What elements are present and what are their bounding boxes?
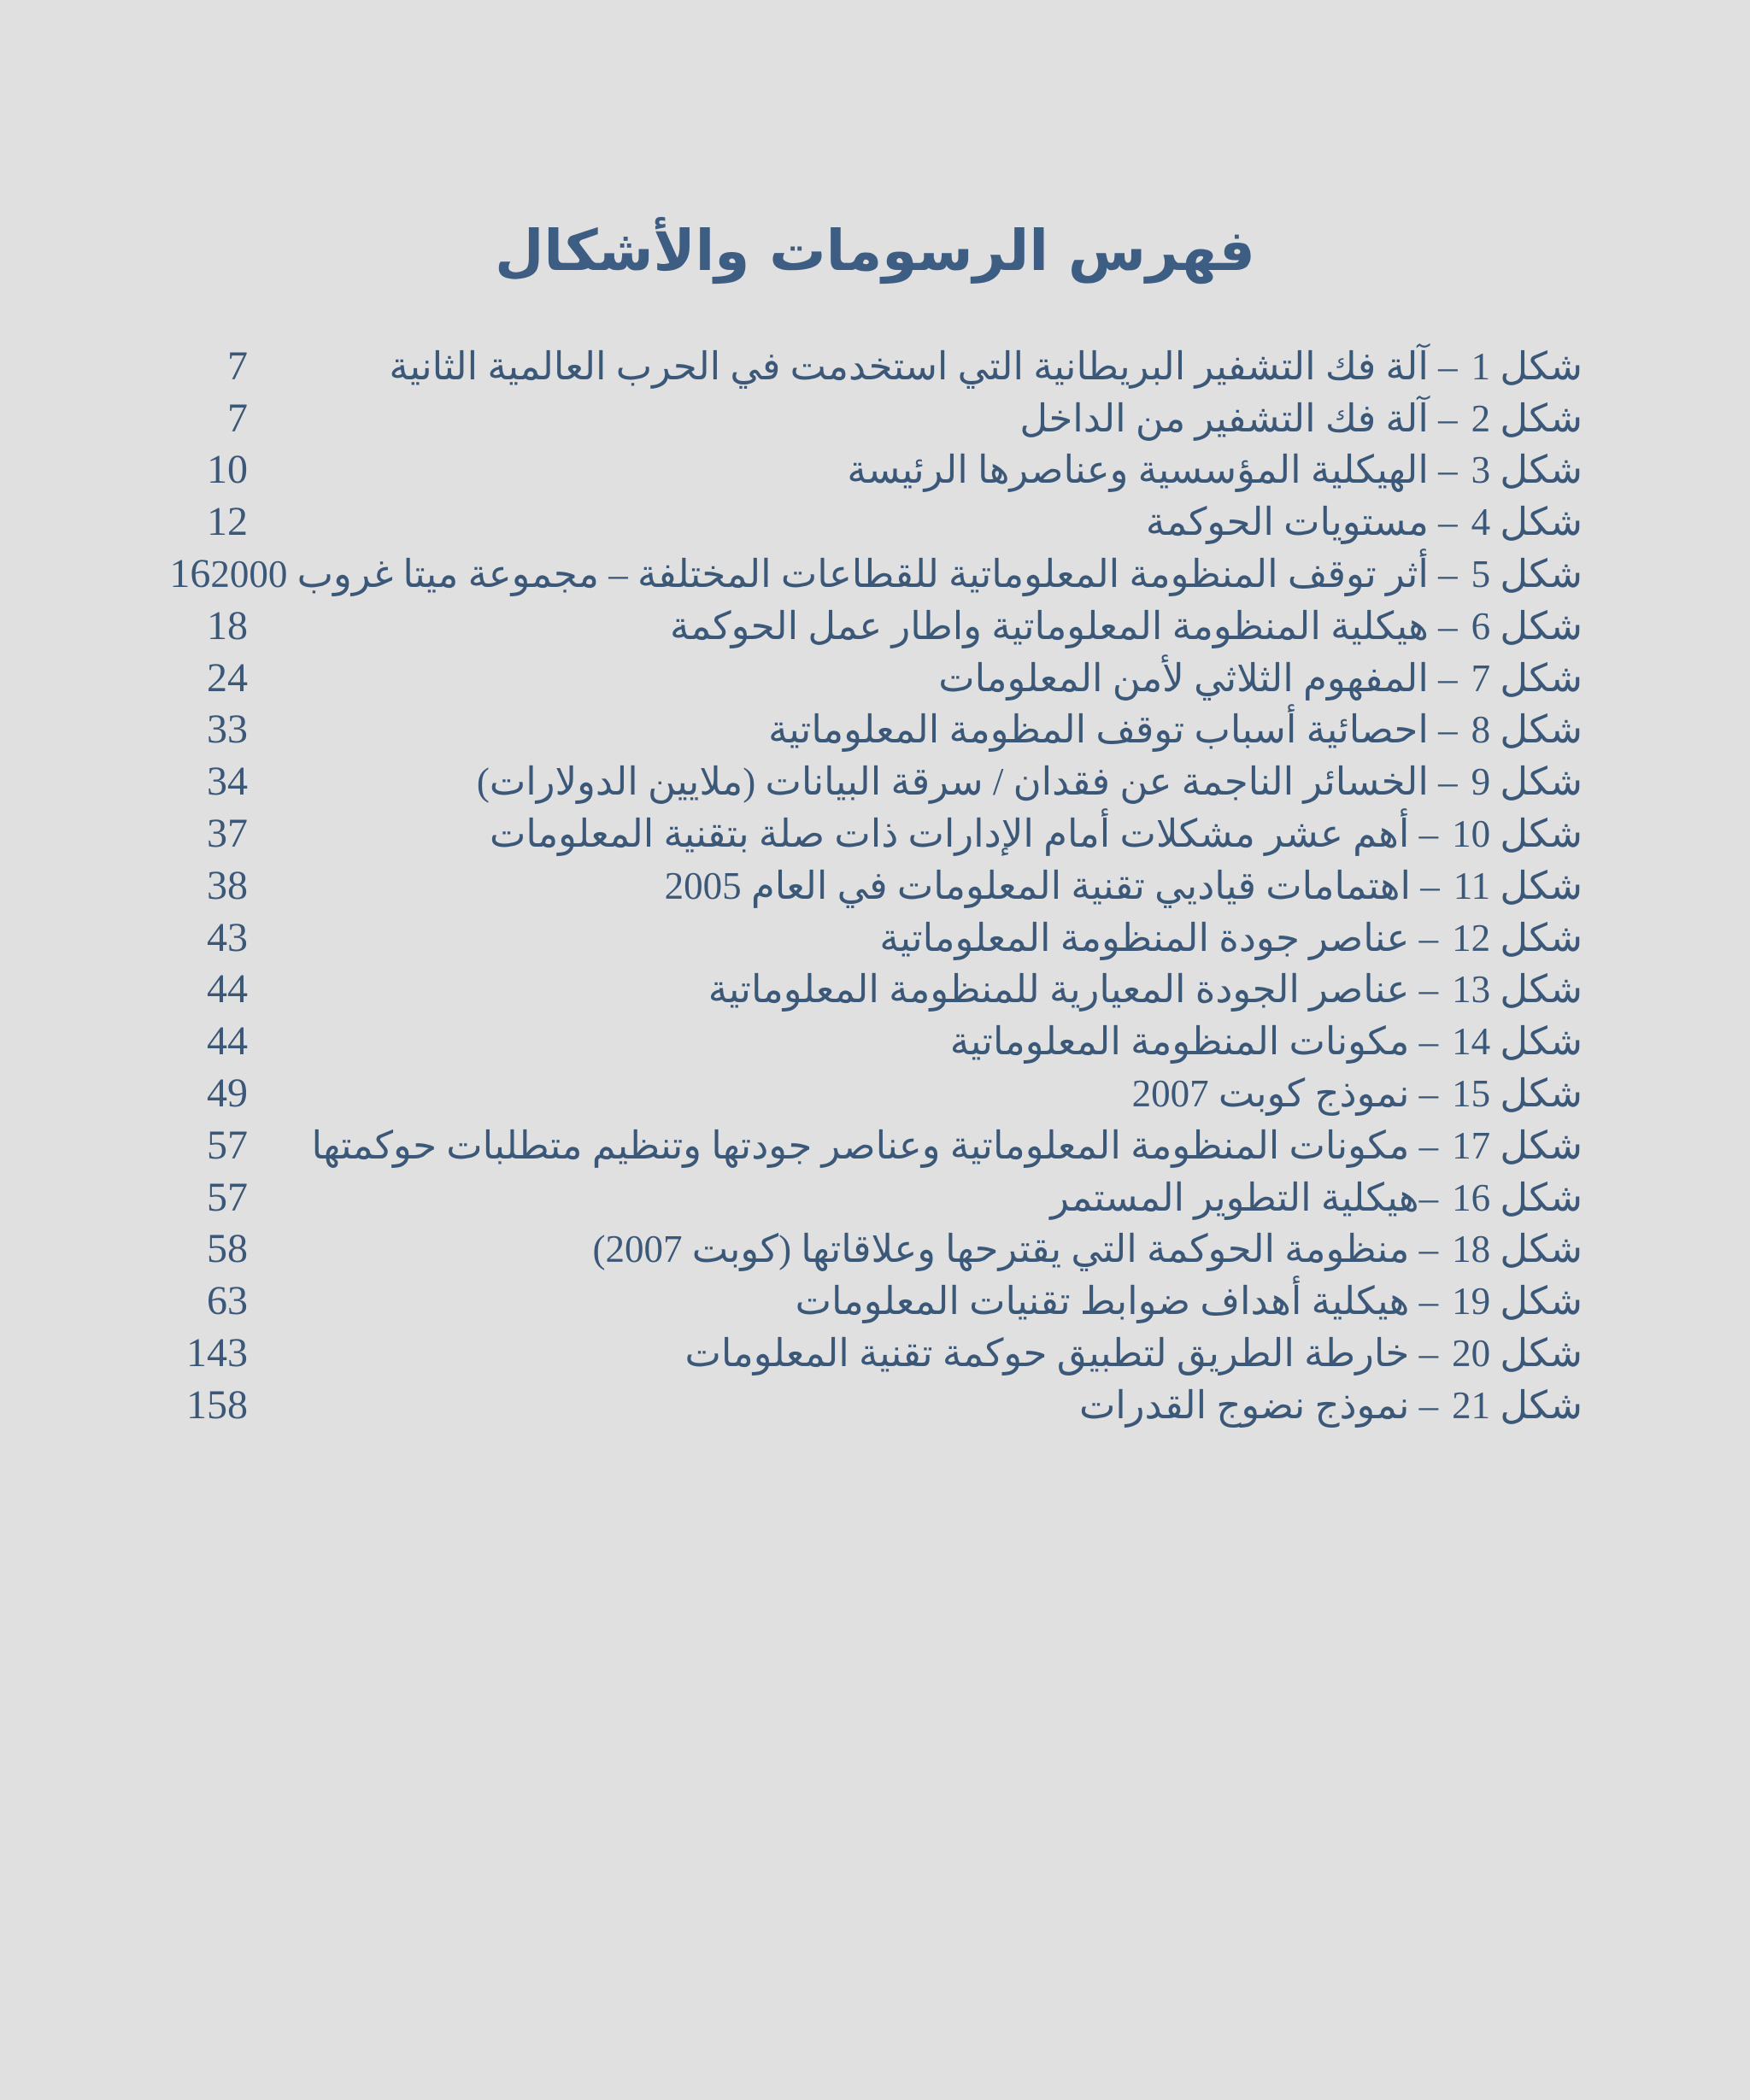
figure-label: شكل 12 (1452, 916, 1583, 959)
toc-entry[interactable] (171, 1067, 1583, 1119)
figure-caption: – اهتمامات قياديي تقنية المعلومات في العام 2005 (664, 864, 1440, 907)
toc-entry-text (768, 707, 1583, 752)
toc-entry[interactable] (171, 1275, 1583, 1327)
figure-caption: – أثر توقف المنظومة المعلوماتية للقطاعات المختلفة – مجموعة ميتا غروب 2000 (210, 553, 1458, 596)
figure-caption: – مكونات المنظومة المعلوماتية (949, 1020, 1439, 1064)
toc-entry-text (592, 1226, 1583, 1271)
page-number: 57 (207, 1122, 248, 1168)
figure-label: شكل 15 (1452, 1072, 1583, 1116)
toc-entry[interactable] (171, 444, 1583, 496)
page-number: 44 (207, 1018, 248, 1065)
figure-label: شكل 5 (1471, 553, 1583, 596)
toc-entry[interactable] (171, 392, 1583, 444)
toc-entry-text (1132, 1071, 1583, 1116)
toc-entry-text (477, 759, 1583, 804)
figure-caption: – مكونات المنظومة المعلوماتية وعناصر جودتها وتنظيم متطلبات حوكمتها (311, 1123, 1439, 1167)
figure-label: شكل 18 (1452, 1228, 1583, 1271)
figure-label: شكل 7 (1471, 656, 1583, 700)
toc-entry-text (1079, 1382, 1583, 1428)
toc-entry[interactable] (171, 1171, 1583, 1223)
figure-label: شكل 10 (1452, 812, 1583, 856)
toc-entry-text (665, 863, 1583, 908)
figure-label: شكل 19 (1452, 1280, 1583, 1323)
figure-caption: – الهيكلية المؤسسية وعناصرها الرئيسة (847, 449, 1458, 492)
toc-entry[interactable] (171, 859, 1583, 912)
figure-caption: – منظومة الحوكمة التي يقترحها وعلاقاتها (كوبت 2007) (592, 1228, 1439, 1271)
toc-entry-text (847, 447, 1583, 492)
figure-caption: – آلة فك التشفير من الداخل (1019, 396, 1458, 440)
toc-entry-text (490, 811, 1583, 856)
toc-entry[interactable] (171, 1119, 1583, 1171)
page-number: 10 (207, 447, 248, 493)
page-number: 12 (207, 499, 248, 545)
toc-entry[interactable] (171, 807, 1583, 859)
toc-entry[interactable] (171, 496, 1583, 548)
figure-caption: – مستويات الحوكمة (1145, 501, 1458, 544)
toc-entry-text (1146, 499, 1583, 544)
figure-caption: – هيكلية المنظومة المعلوماتية واطار عمل الحوكمة (670, 604, 1458, 648)
toc-entry-text (389, 343, 1583, 389)
toc-entry-text (210, 551, 1583, 596)
toc-entry-text (938, 655, 1583, 701)
figure-label: شكل 2 (1471, 396, 1583, 440)
figure-caption: – احصائية أسباب توقف المظومة المعلوماتية (768, 708, 1458, 752)
page-number: 38 (207, 862, 248, 908)
toc-entry-text (685, 1330, 1583, 1376)
figure-label: شكل 8 (1471, 708, 1583, 752)
figure-caption: – أهم عشر مشكلات أمام الإدارات ذات صلة بتقنية المعلومات (490, 812, 1439, 856)
page-number: 24 (207, 654, 248, 701)
figure-label: شكل 11 (1453, 864, 1583, 907)
page-number: 33 (207, 707, 248, 753)
toc-entry[interactable] (171, 1379, 1583, 1431)
toc-entry-text (950, 1018, 1583, 1064)
toc-entry[interactable] (171, 652, 1583, 704)
figures-index-list (171, 340, 1583, 1431)
toc-entry-text (670, 603, 1583, 648)
figure-label: شكل 20 (1452, 1332, 1583, 1376)
figure-label: شكل 17 (1452, 1123, 1583, 1167)
page-number: 58 (207, 1226, 248, 1272)
figure-caption: – خارطة الطريق لتطبيق حوكمة تقنية المعلومات (684, 1332, 1439, 1376)
page-title: فهرس الرسومات والأشكال (495, 218, 1255, 284)
toc-entry[interactable] (171, 340, 1583, 392)
toc-entry[interactable] (171, 964, 1583, 1016)
toc-entry[interactable] (171, 1015, 1583, 1067)
page-number: 143 (186, 1330, 248, 1376)
page-number: 34 (207, 759, 248, 805)
toc-entry[interactable] (171, 755, 1583, 807)
toc-entry[interactable] (171, 704, 1583, 756)
figure-caption: – عناصر جودة المنظومة المعلوماتية (879, 916, 1439, 959)
toc-entry-text (708, 966, 1583, 1012)
figure-caption: – نموذج نضوج القدرات (1078, 1383, 1439, 1427)
page-number: 16 (169, 551, 211, 597)
page-number: 44 (207, 966, 248, 1012)
toc-entry-text (1019, 396, 1583, 441)
figure-label: شكل 4 (1471, 501, 1583, 544)
toc-entry[interactable] (171, 1327, 1583, 1379)
toc-entry-text (796, 1278, 1583, 1323)
figure-caption: –هيكلية التطوير المستمر (1050, 1176, 1439, 1219)
toc-entry[interactable] (171, 600, 1583, 652)
figure-label: شكل 13 (1452, 968, 1583, 1012)
figure-caption: – المفهوم الثلاثي لأمن المعلومات (938, 656, 1458, 700)
page-number: 63 (207, 1278, 248, 1324)
figure-label: شكل 16 (1452, 1176, 1583, 1219)
figure-caption: – عناصر الجودة المعيارية للمنظومة المعلوماتية (708, 968, 1439, 1012)
page-number: 18 (207, 602, 248, 648)
figure-label: شكل 6 (1471, 604, 1583, 648)
toc-entry[interactable] (171, 548, 1583, 600)
figure-caption: – نموذج كوبت 2007 (1131, 1072, 1439, 1116)
figure-label: شكل 21 (1452, 1383, 1583, 1427)
figure-label: شكل 3 (1471, 449, 1583, 492)
page-number: 57 (207, 1174, 248, 1220)
figure-label: شكل 14 (1452, 1020, 1583, 1064)
figure-caption: – هيكلية أهداف ضوابط تقنيات المعلومات (795, 1280, 1439, 1323)
figure-label: شكل 1 (1471, 344, 1583, 388)
page-number: 49 (207, 1071, 248, 1117)
toc-entry[interactable] (171, 912, 1583, 964)
toc-entry[interactable] (171, 1223, 1583, 1276)
page-number: 43 (207, 914, 248, 960)
page-number: 37 (207, 811, 248, 857)
toc-entry-text (312, 1123, 1583, 1168)
toc-entry-text (879, 915, 1583, 960)
figure-caption: – آلة فك التشفير البريطانية التي استخدمت في الحرب العالمية الثانية (389, 344, 1458, 388)
page-number: 7 (227, 343, 248, 389)
toc-entry-text (1050, 1175, 1583, 1220)
figure-label: شكل 9 (1471, 760, 1583, 804)
page-number: 158 (186, 1381, 248, 1428)
page-number: 7 (227, 395, 248, 441)
figure-caption: – الخسائر الناجمة عن فقدان / سرقة البيانات (ملايين الدولارات) (476, 760, 1458, 804)
